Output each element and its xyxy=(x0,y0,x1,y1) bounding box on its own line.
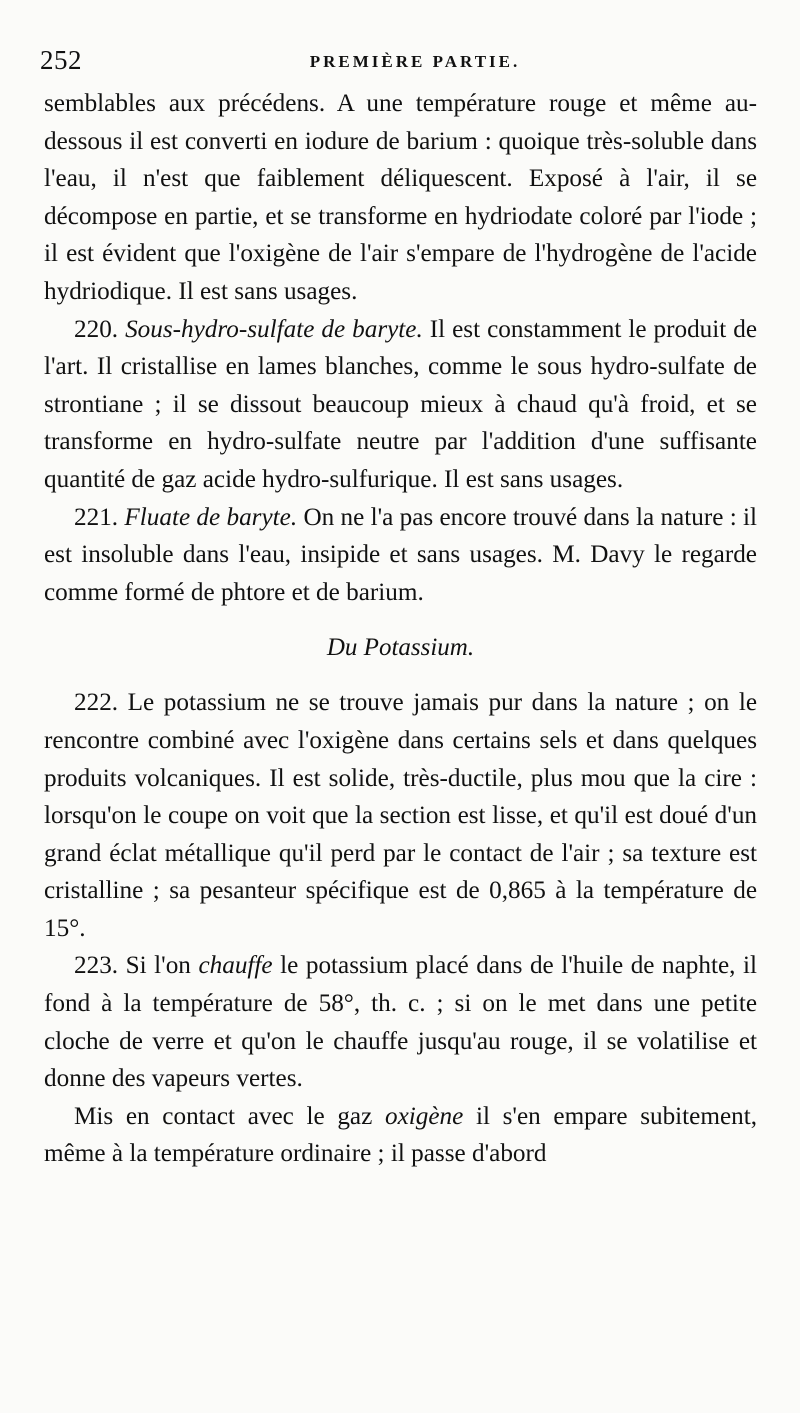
paragraph-text-before: Mis en contact avec le gaz xyxy=(74,1102,373,1130)
paragraph-221 xyxy=(44,499,757,612)
paragraph-text: Il est constamment le produit de l'art. Il cristallise en lames blanches, comme le sous hydro-sulfate de strontiane ; il se dissout beaucoup mieux à chaud qu'à froid, et se transforme en hydro-sulfate neutre par l'addition d'une suffisante quantité de gaz acide hydro-sulfurique. Il est sans usages. xyxy=(44,315,758,493)
paragraph-number: 223. xyxy=(74,952,119,980)
paragraph-223 xyxy=(44,947,757,1097)
paragraph-222 xyxy=(44,684,757,947)
paragraph-text: le potassium placé dans de l'huile de naphte, il fond à la température de 58°, th. c. ; si on le met dans une petite cloche de verre et qu'on le chauffe jusqu'au rouge, il se volatilise et donne des vapeurs vertes. xyxy=(44,952,757,1093)
paragraph-intro: semblables aux précédens. A une température rouge et même au-dessous il est converti en iodure de barium : quoique très-soluble dans l'eau, il n'est que faiblement déliquescent. Exposé à l'air, il se décompose en partie, et se transforme en hydriodate coloré par l'iode ; il est évident que l'oxigène de l'air s'empare de l'hydrogène de l'acide hydriodique. Il est sans usages. xyxy=(44,90,757,305)
paragraph-number: 222. xyxy=(74,689,119,717)
emphasis: chauffe xyxy=(198,952,273,980)
page-number: 252 xyxy=(40,45,82,75)
paragraph-title: Sous-hydro-sulfate de baryte. xyxy=(125,315,423,343)
paragraph-text: il s'en empare subitement, même à la température ordinaire ; il passe d'abord xyxy=(44,1102,758,1168)
section-heading: Du Potassium. xyxy=(326,634,475,662)
page-header xyxy=(40,45,760,79)
paragraph-text-before: Si l'on xyxy=(125,952,191,980)
emphasis: oxigène xyxy=(384,1102,464,1130)
running-head: PREMIÈRE PARTIE. xyxy=(309,52,521,71)
page-body xyxy=(44,85,757,1173)
paragraph-text: On ne l'a pas encore trouvé dans la nature : il est insoluble dans l'eau, insipide et sans usages. M. Davy le regarde comme formé de phtore et de barium. xyxy=(44,503,757,606)
paragraph-number: 221. xyxy=(74,503,119,531)
paragraph-last xyxy=(44,1098,757,1173)
paragraph-number: 220. xyxy=(74,315,119,343)
paragraph-220 xyxy=(44,311,757,499)
paragraph-text: Le potassium ne se trouve jamais pur dans la nature ; on le rencontre combiné avec l'oxigène dans certains sels et dans quelques produits volcaniques. Il est solide, très-ductile, plus mou que la cire : lorsqu'on le coupe on voit que la section est lisse, et qu'il est doué d'un grand éclat métallique qu'il perd par le contact de l'air ; sa texture est cristalline ; sa pesanteur spécifique est de 0,865 à la température de 15°. xyxy=(44,689,757,942)
paragraph-title: Fluate de baryte. xyxy=(124,503,298,531)
